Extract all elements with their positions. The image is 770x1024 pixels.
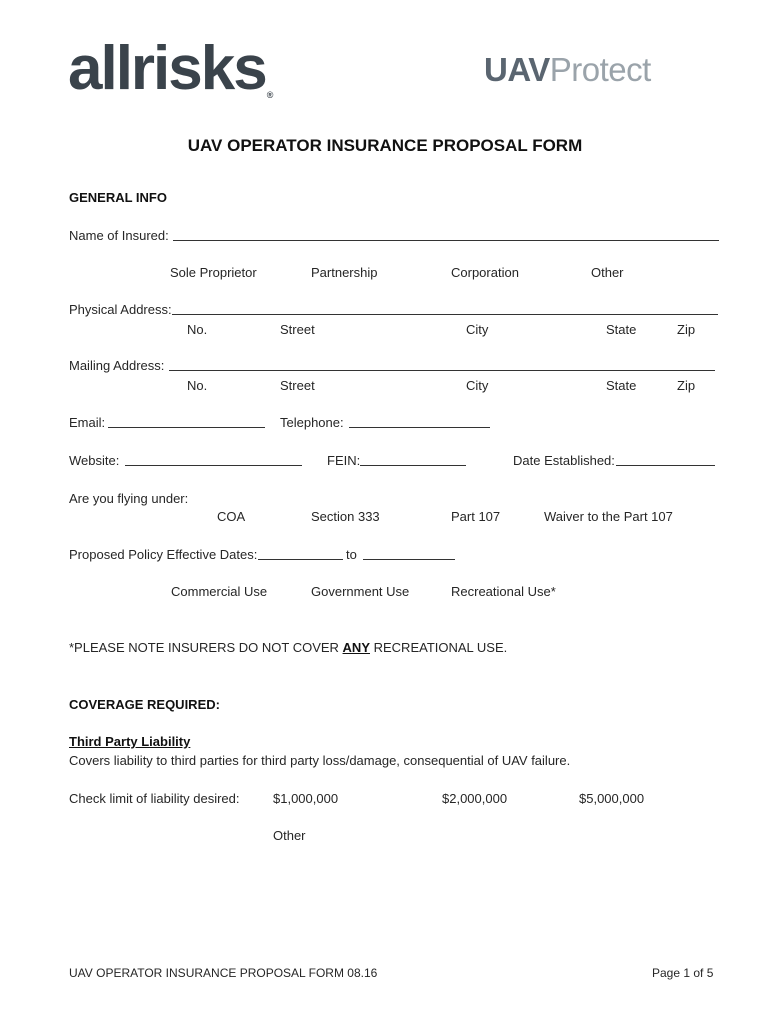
date-established-label: Date Established: (513, 453, 615, 468)
form-title: UAV OPERATOR INSURANCE PROPOSAL FORM (187, 136, 583, 155)
allrisks-logo-text: allrisks (68, 34, 266, 103)
uavprotect-logo-protect: Protect (549, 51, 651, 88)
date-established-field[interactable] (616, 454, 715, 466)
use-recreational[interactable]: Recreational Use* (451, 584, 556, 599)
note-emphasis: ANY (342, 640, 370, 655)
mailing-state-label: State (606, 378, 637, 393)
physical-no-label: No. (187, 322, 208, 337)
policy-to-label: to (346, 547, 357, 562)
email-field[interactable] (108, 416, 265, 428)
mailing-address-field[interactable] (169, 359, 715, 371)
physical-street-label: Street (280, 322, 315, 337)
flying-coa[interactable]: COA (217, 509, 246, 524)
limit-5m[interactable]: $5,000,000 (579, 791, 645, 806)
flying-section-333[interactable]: Section 333 (311, 509, 380, 524)
physical-zip-label: Zip (677, 322, 696, 337)
recreational-note (69, 640, 507, 655)
fein-label: FEIN: (327, 453, 361, 468)
footer-form-id: UAV OPERATOR INSURANCE PROPOSAL FORM 08.16 (69, 966, 378, 980)
mailing-address-label: Mailing Address: (69, 358, 165, 373)
policy-end-date-field[interactable] (363, 548, 455, 560)
name-of-insured-field[interactable] (173, 229, 719, 241)
flying-under-label: Are you flying under: (69, 491, 189, 506)
note-suffix: RECREATIONAL USE. (370, 640, 508, 655)
limit-2m[interactable]: $2,000,000 (442, 791, 508, 806)
fein-field[interactable] (360, 454, 466, 466)
flying-waiver-part-107[interactable]: Waiver to the Part 107 (544, 509, 673, 524)
liability-limit-label: Check limit of liability desired: (69, 791, 240, 806)
mailing-no-label: No. (187, 378, 208, 393)
coverage-required-heading: COVERAGE REQUIRED: (69, 697, 220, 712)
use-commercial[interactable]: Commercial Use (171, 584, 268, 599)
limit-1m[interactable]: $1,000,000 (273, 791, 339, 806)
allrisks-logo (68, 34, 274, 103)
physical-state-label: State (606, 322, 637, 337)
third-party-liability-text: Third Party Liability (69, 734, 191, 749)
third-party-liability-description: Covers liability to third parties for third party loss/damage, consequential of UAV failure. (69, 753, 571, 768)
mailing-street-label: Street (280, 378, 315, 393)
telephone-field[interactable] (349, 416, 490, 428)
uavprotect-logo (484, 53, 651, 86)
entity-sole-proprietor[interactable]: Sole Proprietor (170, 265, 257, 280)
physical-address-field[interactable] (172, 303, 718, 315)
general-info-heading: GENERAL INFO (69, 190, 167, 205)
use-government[interactable]: Government Use (311, 584, 410, 599)
physical-city-label: City (466, 322, 489, 337)
third-party-liability-heading (69, 734, 190, 749)
name-of-insured-label: Name of Insured: (69, 228, 169, 243)
website-field[interactable] (125, 454, 302, 466)
note-prefix: *PLEASE NOTE INSURERS DO NOT COVER (69, 640, 343, 655)
registered-mark: ® (266, 90, 274, 100)
email-label: Email: (69, 415, 106, 430)
flying-part-107[interactable]: Part 107 (451, 509, 501, 524)
entity-other[interactable]: Other (591, 265, 624, 280)
entity-corporation[interactable]: Corporation (451, 265, 519, 280)
footer-page-number: Page 1 of 5 (652, 966, 714, 980)
physical-address-label: Physical Address: (69, 302, 172, 317)
telephone-label: Telephone: (280, 415, 344, 430)
entity-partnership[interactable]: Partnership (311, 265, 378, 280)
limit-other[interactable]: Other (273, 828, 306, 843)
uavprotect-logo-uav: UAV (484, 51, 550, 88)
mailing-zip-label: Zip (677, 378, 696, 393)
mailing-city-label: City (466, 378, 489, 393)
policy-dates-label: Proposed Policy Effective Dates: (69, 547, 258, 562)
website-label: Website: (69, 453, 120, 468)
policy-start-date-field[interactable] (258, 548, 343, 560)
